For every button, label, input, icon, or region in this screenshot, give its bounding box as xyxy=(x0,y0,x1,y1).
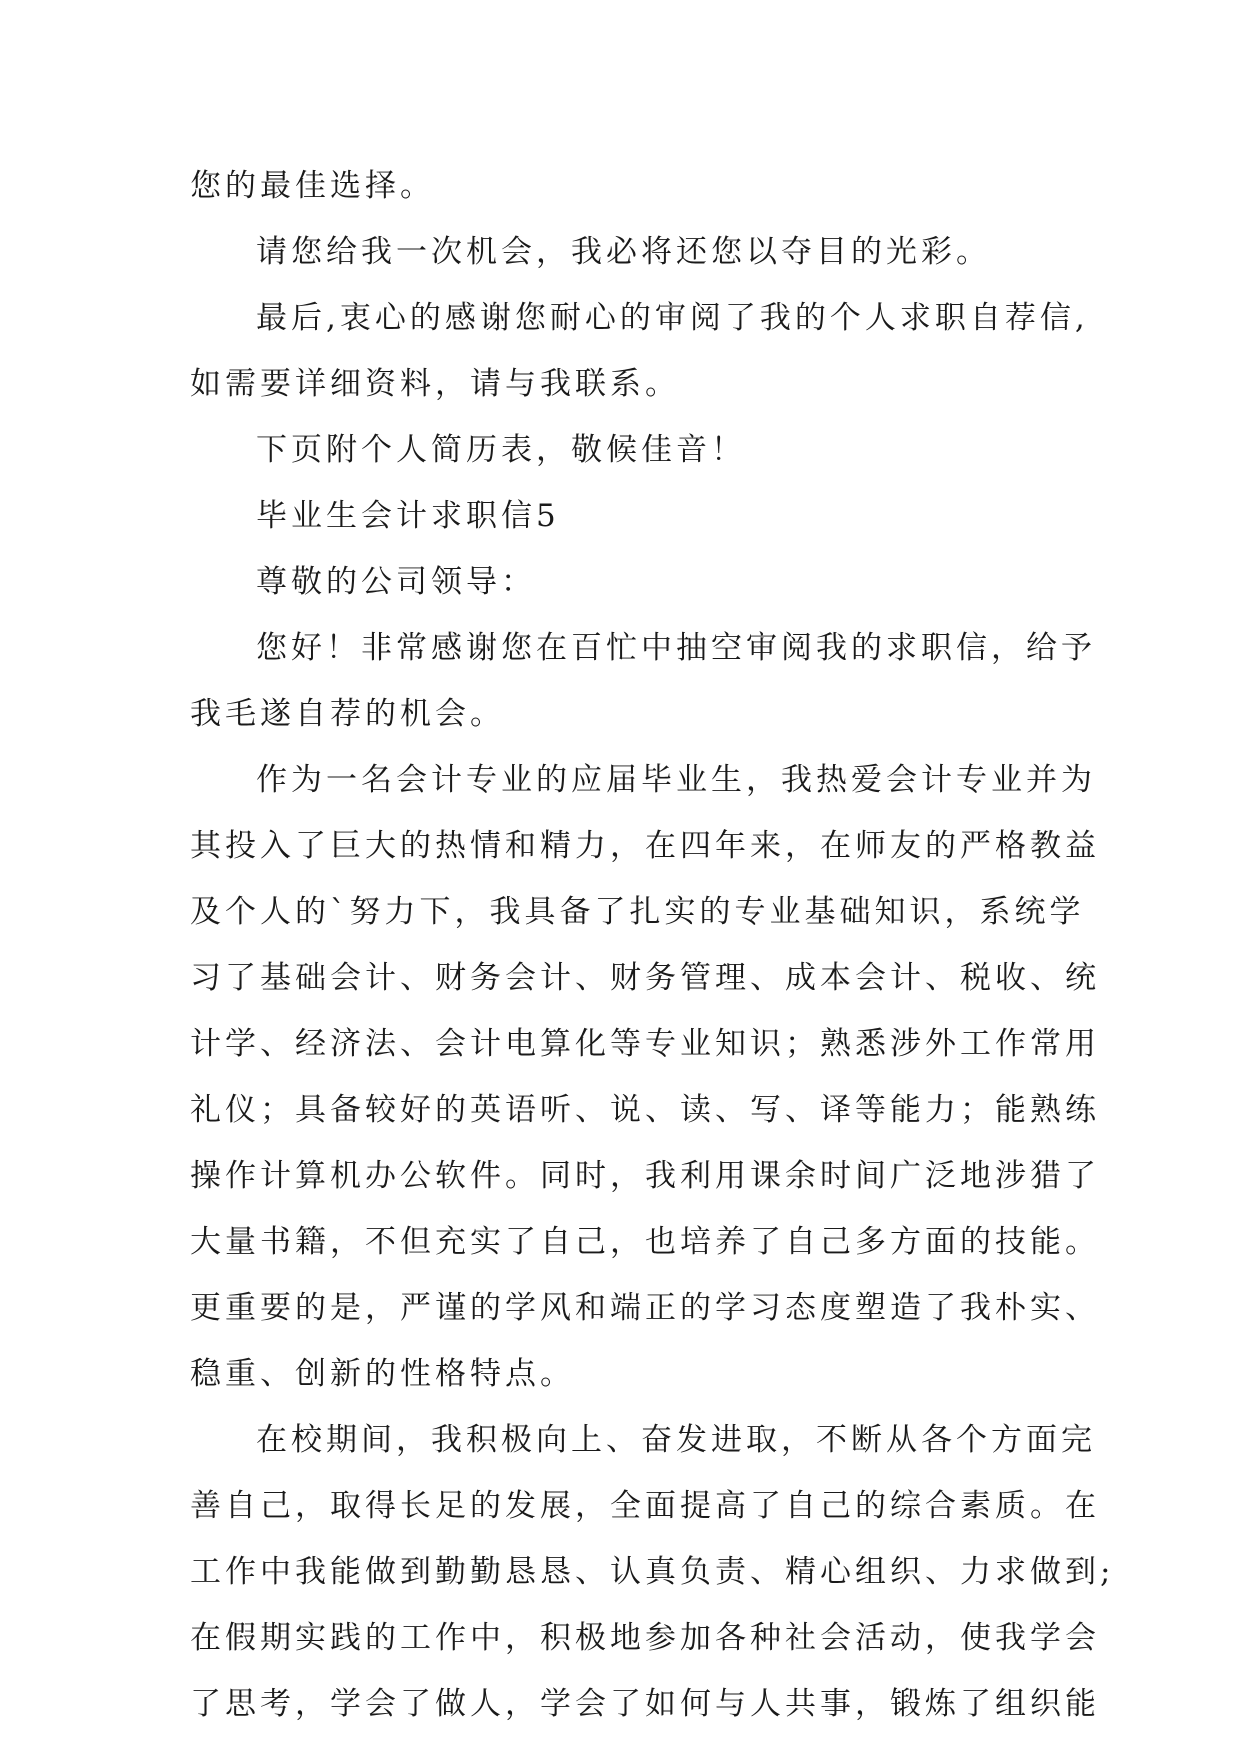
text-line: 您的最佳选择。 xyxy=(190,168,435,204)
text-line: 下页附个人简历表，敬候佳音！ xyxy=(256,432,746,468)
text-line: 在校期间，我积极向上、奋发进取，不断从各个方面完 xyxy=(256,1422,1096,1458)
text-line: 了思考，学会了做人，学会了如何与人共事，锻炼了组织能 xyxy=(190,1686,1100,1722)
text-line: 善自己，取得长足的发展，全面提高了自己的综合素质。在 xyxy=(190,1488,1100,1524)
text-line: 操作计算机办公软件。同时，我利用课余时间广泛地涉猎了 xyxy=(190,1158,1100,1194)
text-line: 在假期实践的工作中，积极地参加各种社会活动，使我学会 xyxy=(190,1620,1100,1656)
text-line: 如需要详细资料，请与我联系。 xyxy=(190,366,680,402)
text-line: 其投入了巨大的热情和精力，在四年来，在师友的严格教益 xyxy=(190,828,1100,864)
text-line: 最后,衷心的感谢您耐心的审阅了我的个人求职自荐信, xyxy=(256,300,1089,336)
text-line: 礼仪；具备较好的英语听、说、读、写、译等能力；能熟练 xyxy=(190,1092,1100,1128)
text-line: 您好！非常感谢您在百忙中抽空审阅我的求职信，给予 xyxy=(256,630,1096,666)
section-heading: 毕业生会计求职信5 xyxy=(256,498,560,534)
text-line: 稳重、创新的性格特点。 xyxy=(190,1356,575,1392)
text-line: 及个人的`努力下，我具备了扎实的专业基础知识，系统学 xyxy=(190,894,1085,930)
text-line: 计学、经济法、会计电算化等专业知识；熟悉涉外工作常用 xyxy=(190,1026,1100,1062)
text-line: 作为一名会计专业的应届毕业生，我热爱会计专业并为 xyxy=(256,762,1096,798)
text-line: 我毛遂自荐的机会。 xyxy=(190,696,505,732)
text-line: 习了基础会计、财务会计、财务管理、成本会计、税收、统 xyxy=(190,960,1100,996)
salutation: 尊敬的公司领导： xyxy=(256,564,536,600)
text-line: 请您给我一次机会，我必将还您以夺目的光彩。 xyxy=(256,234,991,270)
text-line: 工作中我能做到勤勤恳恳、认真负责、精心组织、力求做到; xyxy=(190,1554,1115,1590)
text-line: 大量书籍，不但充实了自己，也培养了自己多方面的技能。 xyxy=(190,1224,1100,1260)
text-line: 更重要的是，严谨的学风和端正的学习态度塑造了我朴实、 xyxy=(190,1290,1100,1326)
